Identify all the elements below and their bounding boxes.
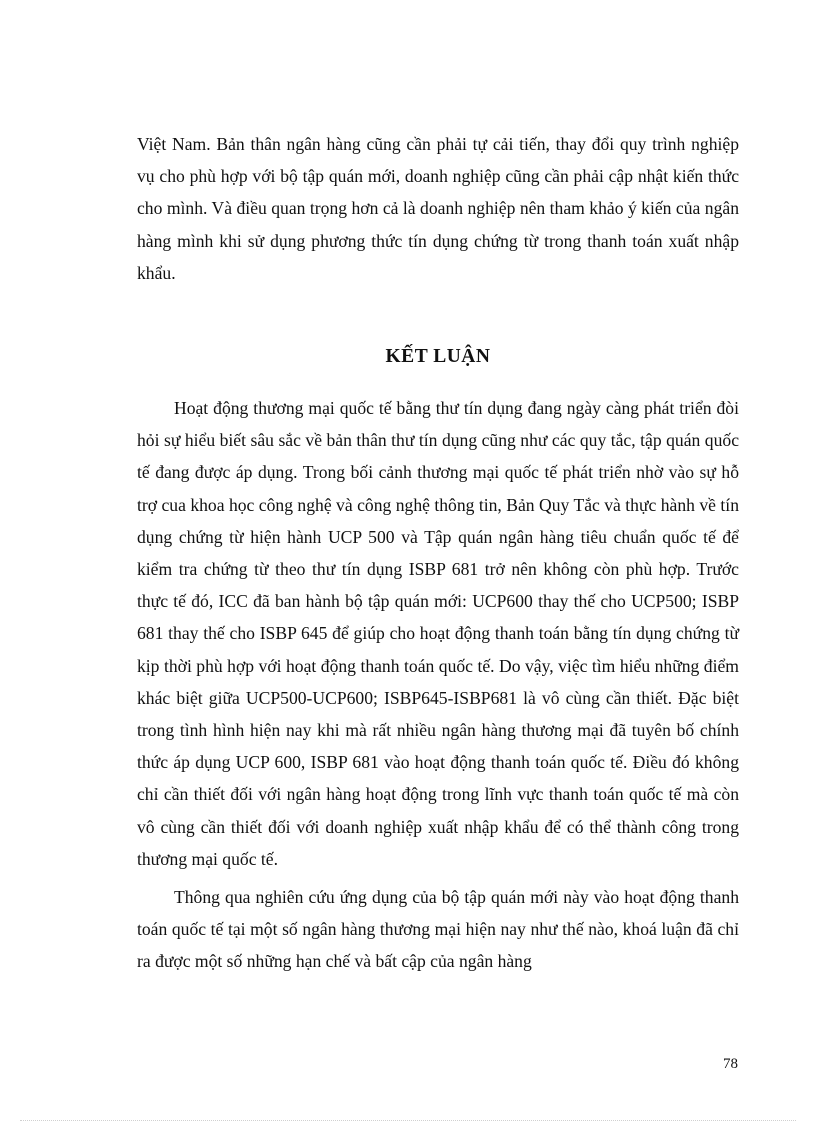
conclusion-text-block bbox=[137, 392, 739, 978]
conclusion-paragraph-1: Hoạt động thương mại quốc tế bằng thư tín dụng đang ngày càng phát triển đòi hỏi sự hiểu biết sâu sắc về bản thân thư tín dụng cũng như các quy tắc, tập quán quốc tế đang được áp dụng. Trong bối cảnh thương mại quốc tế phát triển nhờ vào sự hỗ trợ cua khoa học công nghệ và công nghệ thông tin, Bản Quy Tắc và thực hành về tín dụng chứng từ hiện hành UCP 500 và Tập quán ngân hàng tiêu chuẩn quốc tế để kiểm tra chứng từ theo thư tín dụng ISBP 681 trở nên không còn phù hợp. Trước thực tế đó, ICC đã ban hành bộ tập quán mới: UCP600 thay thế cho UCP500; ISBP 681 thay thế cho ISBP 645 để giúp cho hoạt động thanh toán bằng tín dụng chứng từ kịp thời phù hợp với hoạt động thanh toán quốc tế. Do vậy, việc tìm hiểu những điểm khác biệt giữa UCP500-UCP600; ISBP645-ISBP681 là vô cùng cần thiết. Đặc biệt trong tình hình hiện nay khi mà rất nhiều ngân hàng thương mại đã tuyên bố chính thức áp dụng UCP 600, ISBP 681 vào hoạt động thanh toán quốc tế. Điều đó không chỉ cần thiết đối với ngân hàng hoạt động trong lĩnh vực thanh toán quốc tế mà còn vô cùng cần thiết đối với doanh nghiệp xuất nhập khẩu để có thể thành công trong thương mại quốc tế. bbox=[137, 398, 739, 869]
page-number: 78 bbox=[723, 1056, 738, 1072]
section-heading: KẾT LUẬN bbox=[385, 346, 491, 367]
page-bottom-divider bbox=[20, 1120, 796, 1121]
intro-text-block bbox=[137, 128, 739, 289]
intro-paragraph: Việt Nam. Bản thân ngân hàng cũng cần phải tự cải tiến, thay đổi quy trình nghiệp vụ cho phù hợp với bộ tập quán mới, doanh nghiệp cũng cần phải cập nhật kiến thức cho mình. Và điều quan trọng hơn cả là doanh nghiệp nên tham khảo ý kiến của ngân hàng mình khi sử dụng phương thức tín dụng chứng từ trong thanh toán xuất nhập khẩu. bbox=[137, 134, 739, 283]
conclusion-paragraph-2: Thông qua nghiên cứu ứng dụng của bộ tập quán mới này vào hoạt động thanh toán quốc tế tại một số ngân hàng thương mại hiện nay như thế nào, khoá luận đã chỉ ra được một số những hạn chế và bất cập của ngân hàng bbox=[137, 887, 739, 972]
